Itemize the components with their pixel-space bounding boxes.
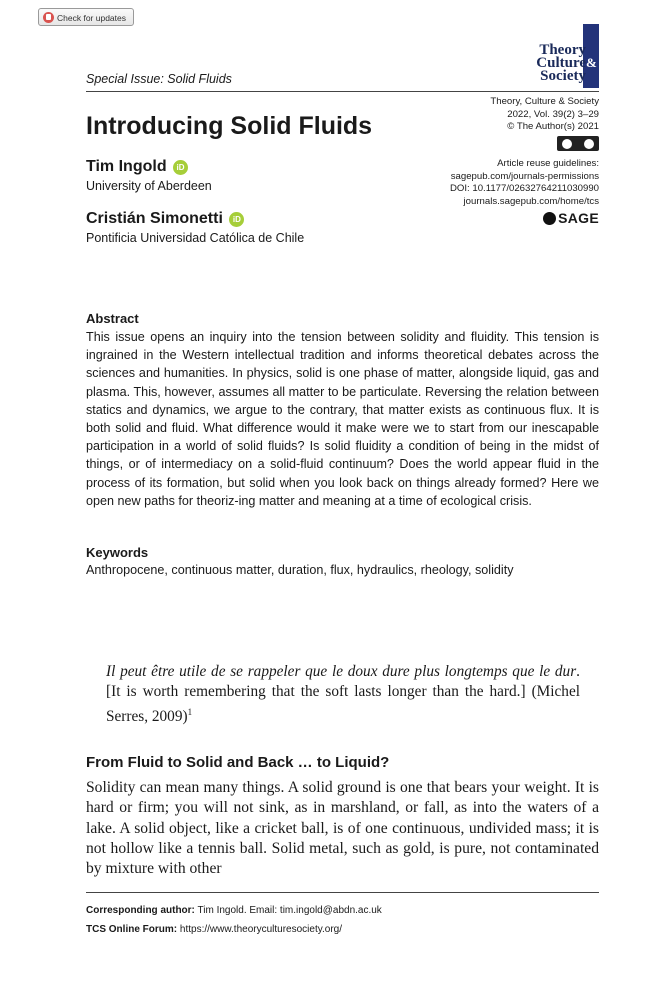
volume-info: 2022, Vol. 39(2) 3–29	[507, 108, 599, 120]
reuse-link[interactable]: sagepub.com/journals-permissions	[450, 170, 599, 182]
abstract-text: This issue opens an inquiry into the tension between solidity and fluidity. This tension is ingrained in the Western intellectual tradition and informs theoretical debates across the sciences and humanities. In physics, solid is one phase of matter, alongside liquid, gas and plasma. This, however, assumes all matter to be particulate. Reversing the relation between statics and dynamics, we argue to the contrary, that matter exists as continuous flux. It is both solid and fluid. What difference would it make were we to start from our inescapable participation in a world of solid fluids? Is solid fluidity a condition of being in the midst of things, or of intermediacy on a solid-fluid continuum? Does the world appear fluid in the process of its formation, but solid when you look back on things already formed? Here we open new paths for theoriz-ing matter and meaning at a time of ecological crisis.	[86, 330, 599, 508]
corr-label: Corresponding author:	[86, 905, 195, 916]
author-block-1	[86, 158, 212, 193]
bookmark-icon	[43, 12, 54, 23]
body-paragraph: Solidity can mean many things. A solid ground is one that bears your weight. It is hard or firm; you will not sink, as in marshland, or fall, as into the waters of a lake. A solid object, like a cricket ball, is of one continuous, undivided mass; it is not hollow like a tennis ball. Solid metal, such as gold, is pure, not contaminated by mixture with other	[86, 779, 599, 878]
author-affiliation: University of Aberdeen	[86, 179, 212, 193]
corresponding-author	[86, 905, 382, 916]
epigraph-french: Il peut être utile de se rappeler que le doux dure plus longtemps que le dur	[106, 663, 577, 680]
online-forum	[86, 924, 342, 935]
article-title: Introducing Solid Fluids	[86, 112, 373, 140]
orcid-icon[interactable]: iD	[173, 160, 188, 175]
forum-link[interactable]: https://www.theoryculturesociety.org/	[179, 924, 342, 935]
journal-name: Theory, Culture & Society	[490, 96, 599, 107]
cc-icon	[561, 138, 573, 150]
section-heading: From Fluid to Solid and Back … to Liquid?	[86, 754, 390, 771]
header-divider	[86, 91, 599, 92]
reuse-info	[450, 158, 599, 208]
logo-line-1: Theory	[539, 42, 586, 58]
by-icon	[583, 138, 595, 150]
special-issue-label: Special Issue: Solid Fluids	[86, 72, 232, 86]
epigraph	[106, 662, 580, 727]
orcid-icon[interactable]: iD	[229, 212, 244, 227]
journal-logo-amp: &	[586, 55, 597, 70]
check-for-updates-label: Check for updates	[57, 13, 126, 23]
footnote-ref[interactable]: 1	[187, 707, 193, 717]
creative-commons-icon	[557, 136, 599, 151]
logo-line-2: Culture	[536, 55, 586, 71]
journal-meta	[490, 96, 599, 134]
keywords-text: Anthropocene, continuous matter, duration, flux, hydraulics, rheology, solidity	[86, 563, 514, 577]
logo-line-3: Society	[540, 68, 586, 84]
copyright: © The Author(s) 2021	[507, 121, 599, 132]
check-for-updates-button[interactable]	[38, 8, 134, 26]
doi[interactable]: DOI: 10.1177/02632764211030990	[449, 183, 599, 194]
corr-text[interactable]: Tim Ingold. Email: tim.ingold@abdn.ac.uk	[197, 905, 382, 916]
author-block-2	[86, 210, 304, 245]
author-name: Cristián Simonetti	[86, 210, 223, 227]
forum-label: TCS Online Forum:	[86, 924, 178, 935]
author-affiliation: Pontificia Universidad Católica de Chile	[86, 231, 305, 245]
publisher-logo	[543, 210, 599, 226]
abstract-heading: Abstract	[86, 311, 139, 326]
journal-link[interactable]: journals.sagepub.com/home/tcs	[463, 195, 599, 207]
epigraph-translation: . [It is worth remembering that the soft lasts longer than the hard.] (Michel Serres, 2009)	[106, 663, 580, 726]
keywords-heading: Keywords	[86, 545, 149, 560]
publisher-name: SAGE	[558, 210, 599, 226]
sage-icon	[543, 212, 556, 225]
footer-divider	[86, 892, 599, 893]
author-name: Tim Ingold	[86, 158, 167, 175]
reuse-label: Article reuse guidelines:	[497, 158, 599, 169]
journal-logo	[536, 44, 586, 83]
